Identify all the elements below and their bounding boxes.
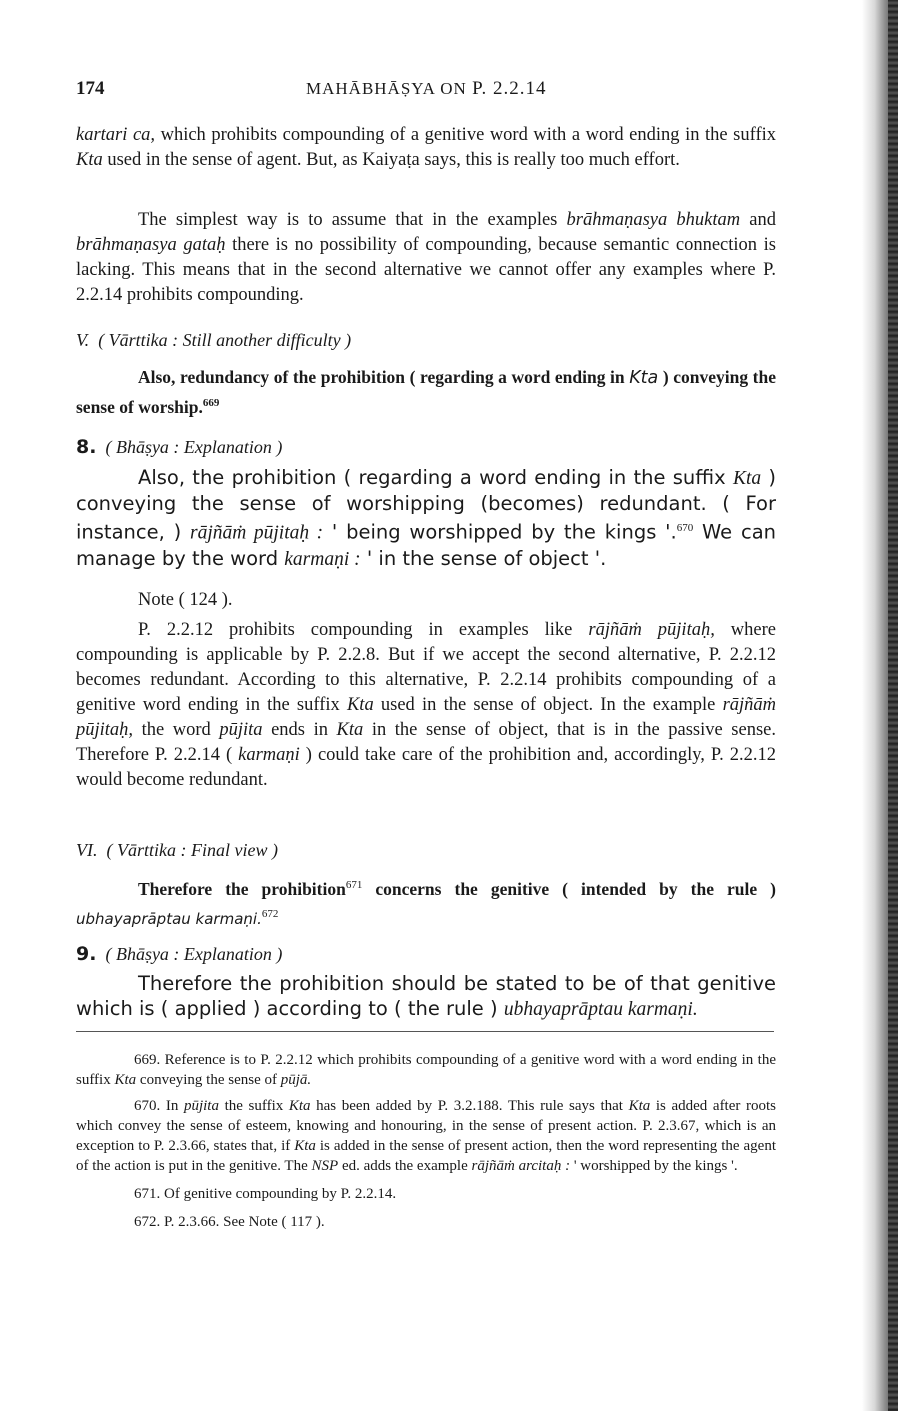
page-number: 174 — [76, 78, 105, 99]
footnote-671: 671. Of genitive compounding by P. 2.2.14. — [134, 1186, 397, 1202]
running-head: MAHĀBHĀṢYA ON P. 2.2.14 — [306, 78, 547, 99]
scanned-page-edge — [862, 0, 898, 1411]
section-v-heading: V. ( Vārttika : Still another difficulty ) — [76, 330, 352, 350]
note-124: Note ( 124 ). P. 2.2.12 prohibits compounding in examples like rājñāṁ pūjitaḥ, where compounding is applicable by P. 2.2.8. But if we accept the second alternative, P. 2.2.12 becomes redundant. According to this alternative, P. 2.2.14 prohibits compounding of a genitive word ending in the suffix Kta used in the sense of object. In the example rājñāṁ pūjitaḥ, the word pūjita ends in Kta in the sense of object, that is in the passive sense. Therefore P. 2.2.14 ( karmaṇi ) could take care of the prohibition and, accordingly, P. 2.2.12 would become redundant. — [76, 590, 777, 790]
section-9-heading: 9. ( Bhāṣya : Explanation ) — [76, 943, 283, 965]
footnote-ref-670: 670 — [676, 522, 694, 534]
section-8-bhasya: Also, the prohibition ( regarding a word ending in the suffix Kta ) conveying the sense of worshipping (becomes) redundant. ( For instance, ) rājñāṁ pūjitaḥ : ' being worshipped by the kings '.$^{670}$ We can manage by the word karmaṇi : ' in the sense of object '. — [76, 466, 777, 570]
footnotes — [76, 1050, 776, 1232]
footnote-ref-669: 669 — [202, 397, 220, 409]
paragraph-continuation: kartari ca, which prohibits compounding of a genitive word with a word ending in the suffix Kta used in the sense of agent. But, as Kaiyaṭa says, this is really too much effort. — [76, 125, 776, 170]
footnote-divider — [76, 1031, 774, 1032]
footnote-669: 669. Reference is to P. 2.2.12 which prohibits compounding of a genitive word with a word ending in the suffix Kta conveying the sense of pūjā. — [76, 1052, 776, 1088]
section-8-heading: 8. ( Bhāṣya : Explanation ) — [76, 436, 283, 458]
paragraph-simplest-way: The simplest way is to assume that in the examples brāhmaṇasya bhuktam and brāhmaṇasya gataḥ there is no possibility of compounding, because semantic connection is lacking. This means that in the second alternative we cannot offer any examples where P. 2.2.14 prohibits compounding. — [76, 210, 777, 305]
section-vi-heading: VI. ( Vārttika : Final view ) — [76, 840, 278, 860]
footnote-ref-671: 671 — [345, 879, 363, 891]
note-title: Note ( 124 ). — [138, 590, 233, 610]
footnote-670: 670. In pūjita the suffix Kta has been added by P. 3.2.188. This rule says that Kta is added after roots which convey the sense of esteem, knowing and honouring, in the sense of present action. P. 2.3.67, which is an exception to P. 2.3.66, states that, if Kta is added in the sense of present action, then the word representing the agent of the action is put in the genitive. The NSP ed. adds the example rājñāṁ arcitaḥ : ' worshipped by the kings '. — [76, 1098, 776, 1174]
footnote-672: 672. P. 2.3.66. See Note ( 117 ). — [134, 1214, 325, 1230]
section-9-bhasya: Therefore the prohibition should be stated to be of that genitive which is ( applied ) according to ( the rule ) ubhayaprāptau karmaṇi. — [76, 972, 776, 1020]
section-vi-varttika: Therefore the prohibition$^{671}$ concerns the genitive ( intended by the rule ) ubhayaprāptau karmaṇi.$^{672}$ — [76, 878, 777, 928]
footnote-ref-672: 672 — [261, 907, 279, 920]
section-v-varttika: Also, redundancy of the prohibition ( regarding a word ending in Kta ) conveying the sense of worship.$^{669}$ — [76, 367, 776, 417]
page-header — [76, 78, 776, 104]
